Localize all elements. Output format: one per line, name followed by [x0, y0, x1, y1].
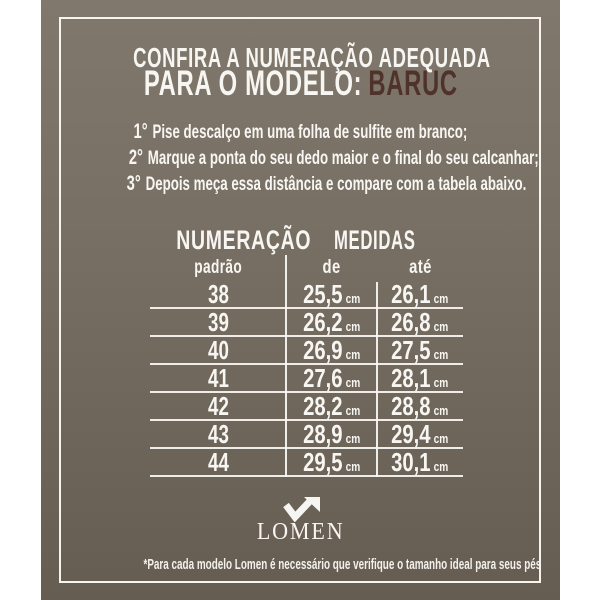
- step-text: Marque a ponta do seu dedo maior e o final do seu calcanhar;: [147, 148, 539, 169]
- unit-label: cm: [345, 290, 361, 306]
- size-cell: 43: [207, 418, 229, 449]
- table-row: [150, 278, 463, 309]
- subheader-ate: até: [408, 256, 432, 278]
- instruction-step-2: [41, 145, 560, 171]
- unit-label: cm: [433, 402, 449, 418]
- step-text: Pise descalço em uma folha de sulfite em branco;: [152, 122, 468, 143]
- table-row: [150, 362, 463, 393]
- measure-to-cell: 28,1 cm: [391, 362, 449, 393]
- model-name: BARUC: [368, 64, 458, 103]
- title-line2-prefix: PARA O MODELO:: [143, 64, 362, 103]
- step-text: Depois meça essa distância e compare com a tabela abaixo.: [145, 174, 527, 195]
- measure-from-cell: 28,9 cm: [302, 418, 361, 449]
- brand-wordmark: LOMEN: [256, 519, 345, 545]
- footnote: [41, 556, 560, 573]
- table-row: [150, 390, 463, 421]
- measure-from-cell: 28,2 cm: [302, 390, 361, 421]
- table-subheader-row: [150, 254, 463, 281]
- unit-label: cm: [433, 374, 449, 390]
- measure-to-cell: 30,1 cm: [391, 446, 449, 477]
- column-divider-2: [376, 282, 378, 477]
- header-numeracao: NUMERAÇÃO: [176, 224, 312, 255]
- table-row: [150, 446, 463, 477]
- unit-label: cm: [345, 402, 361, 418]
- size-cell: 42: [207, 390, 229, 421]
- taupe-panel: [41, 0, 560, 600]
- instructions: [41, 119, 560, 197]
- measure-to-cell: 26,8 cm: [391, 306, 449, 337]
- measure-from-cell: 26,2 cm: [302, 306, 361, 337]
- size-table: [150, 226, 463, 477]
- unit-label: cm: [345, 346, 361, 362]
- size-cell: 40: [207, 334, 229, 365]
- instruction-step-3: [41, 171, 560, 197]
- column-divider-1: [285, 255, 287, 477]
- step-number: 3°: [126, 172, 141, 195]
- unit-label: cm: [345, 458, 361, 474]
- measure-from-cell: 26,9 cm: [302, 334, 361, 365]
- unit-label: cm: [433, 346, 449, 362]
- unit-label: cm: [345, 430, 361, 446]
- unit-label: cm: [433, 290, 449, 306]
- measure-from-cell: 27,6 cm: [302, 362, 361, 393]
- unit-label: cm: [433, 318, 449, 334]
- instruction-step-1: [41, 119, 560, 145]
- size-cell: 41: [207, 362, 229, 393]
- footnote-text: *Para cada modelo Lomen é necessário que verifique o tamanho ideal para seus pés: [143, 556, 542, 573]
- table-row: [150, 306, 463, 337]
- unit-label: cm: [345, 374, 361, 390]
- header-medidas: MEDIDAS: [333, 224, 416, 255]
- brand-logo: [41, 497, 560, 546]
- size-cell: 38: [207, 278, 229, 309]
- step-number: 2°: [128, 146, 143, 169]
- title-line1-text: CONFIRA A NUMERAÇÃO ADEQUADA: [133, 42, 491, 73]
- subheader-padrao: padrão: [194, 256, 242, 278]
- table-row: [150, 334, 463, 365]
- subheader-de: de: [322, 256, 341, 278]
- table-row: [150, 418, 463, 449]
- size-cell: 39: [207, 306, 229, 337]
- measure-to-cell: 28,8 cm: [391, 390, 449, 421]
- title-line2: [41, 64, 560, 104]
- size-cell: 44: [207, 446, 229, 477]
- unit-label: cm: [433, 458, 449, 474]
- measure-from-cell: 29,5 cm: [302, 446, 361, 477]
- step-number: 1°: [133, 120, 148, 143]
- measure-to-cell: 29,4 cm: [391, 418, 449, 449]
- unit-label: cm: [345, 318, 361, 334]
- measure-from-cell: 25,5 cm: [302, 278, 361, 309]
- table-header-row: [150, 226, 463, 254]
- measure-to-cell: 26,1 cm: [391, 278, 449, 309]
- unit-label: cm: [433, 430, 449, 446]
- measure-to-cell: 27,5 cm: [391, 334, 449, 365]
